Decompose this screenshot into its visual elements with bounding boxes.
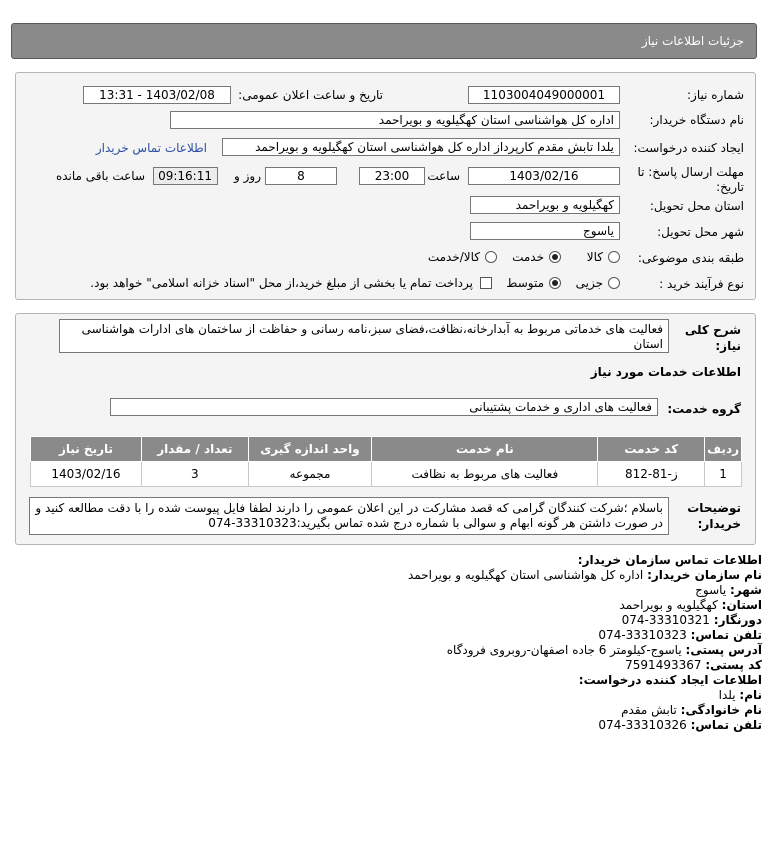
cell-row: 1 (705, 462, 742, 487)
creator-family-label: نام خانوادگی: (680, 703, 762, 717)
treasury-payment-note: پرداخت تمام یا بخشی از مبلغ خرید،از محل "اسناد خزانه اسلامی" خواهد بود. (90, 276, 473, 290)
deadline-label-2: تاریخ: (716, 180, 744, 194)
announce-field: 1403/02/08 - 13:31 (83, 86, 231, 104)
city-label: شهر محل تحویل: (657, 225, 744, 239)
cell-unit: مجموعه (248, 462, 372, 487)
cell-service-name: فعالیت های مربوط به نظافت (372, 462, 598, 487)
need-number-field: 1103004049000001 (468, 86, 620, 104)
process-minor-label: جزیی (575, 276, 603, 290)
description-text: فعالیت های خدماتی مربوط به آبدارخانه،نظافت،فضای سبز،نامه رسانی و حفاظت از ساختمان های ادارات هواشناسی استان (59, 319, 669, 353)
col-quantity: تعداد / مقدار (141, 437, 248, 462)
creator-family: تابش مقدم (621, 703, 677, 717)
remaining-label: ساعت باقی مانده (55, 169, 145, 183)
contact-phone-label: تلفن تماس: (690, 628, 762, 642)
category-goods-service-label: کالا/خدمت (427, 250, 480, 264)
deadline-time-field: 23:00 (359, 167, 425, 185)
cell-service-code: ز-81-812 (598, 462, 705, 487)
contact-address-label: آدرس پستی: (685, 643, 762, 657)
page-header (11, 23, 757, 59)
announce-label: تاریخ و ساعت اعلان عمومی: (238, 88, 383, 102)
creator-info-heading: اطلاعات ایجاد کننده درخواست: (578, 673, 762, 687)
service-group-field: فعالیت های اداری و خدمات پشتیبانی (110, 398, 658, 416)
services-table (30, 436, 742, 487)
col-row: ردیف (705, 437, 742, 462)
creator-name: یلدا (718, 688, 736, 702)
notes-label-2: خریدار: (697, 517, 741, 531)
category-radio-goods-service[interactable] (485, 251, 497, 263)
contact-city: یاسوج (695, 583, 727, 597)
description-panel (15, 313, 756, 545)
need-info-panel (15, 72, 756, 300)
contact-city-label: شهر: (730, 583, 762, 597)
cell-need-date: 1403/02/16 (31, 462, 142, 487)
treasury-payment-checkbox[interactable] (480, 277, 492, 289)
col-service-name: نام خدمت (372, 437, 598, 462)
cell-quantity: 3 (141, 462, 248, 487)
process-radio-minor[interactable] (608, 277, 620, 289)
contact-postal: 7591493367 (625, 658, 702, 672)
remaining-time-field: 09:16:11 (153, 167, 218, 185)
deadline-label: مهلت ارسال پاسخ: تا (637, 165, 744, 179)
creator-field: یلدا تابش مقدم کارپرداز اداره کل هواشناسی استان کهگیلویه و بویراحمد (222, 138, 620, 156)
buyer-org-field: اداره کل هواشناسی استان کهگیلویه و بویراحمد (170, 111, 620, 129)
process-label: نوع فرآیند خرید : (659, 277, 744, 291)
contact-province: کهگیلویه و بویراحمد (619, 598, 718, 612)
notes-label: توضیحات (687, 501, 741, 515)
col-need-date: تاریخ نیاز (31, 437, 142, 462)
table-row (31, 462, 742, 487)
contact-province-label: استان: (721, 598, 762, 612)
contact-address: یاسوج-کیلومتر 6 جاده اصفهان-روبروی فرودگاه (446, 643, 682, 657)
deadline-date-field: 1403/02/16 (468, 167, 620, 185)
creator-label: ایجاد کننده درخواست: (633, 141, 744, 155)
buyer-org-label: نام دستگاه خریدار: (649, 113, 744, 127)
need-number-label: شماره نیاز: (687, 88, 744, 102)
col-service-code: کد خدمت (598, 437, 705, 462)
category-goods-label: کالا (586, 250, 603, 264)
services-heading: اطلاعات خدمات مورد نیاز (590, 365, 741, 379)
col-unit: واحد اندازه گیری (248, 437, 372, 462)
contact-heading: اطلاعات تماس سازمان خریدار: (577, 553, 762, 567)
category-service-label: خدمت (512, 250, 544, 264)
page-title: جزئیات اطلاعات نیاز (641, 34, 744, 48)
description-label-2: نیاز: (715, 339, 741, 353)
city-field: یاسوج (470, 222, 620, 240)
category-label: طبقه بندی موضوعی: (637, 251, 744, 265)
creator-name-label: نام: (739, 688, 762, 702)
province-label: استان محل تحویل: (649, 199, 744, 213)
process-medium-label: متوسط (506, 276, 544, 290)
process-radio-medium[interactable] (549, 277, 561, 289)
days-label: روز و (234, 169, 261, 183)
days-field: 8 (265, 167, 337, 185)
contact-fax: 074-33310321 (621, 613, 710, 627)
creator-phone: 074-33310326 (598, 718, 687, 732)
contact-postal-label: کد پستی: (705, 658, 762, 672)
services-table-header (31, 437, 742, 462)
contact-phone: 074-33310323 (598, 628, 687, 642)
category-radio-service[interactable] (549, 251, 561, 263)
time-label: ساعت (427, 169, 460, 183)
province-field: کهگیلویه و بویراحمد (470, 196, 620, 214)
description-label: شرح کلی (684, 323, 741, 337)
category-radio-goods[interactable] (608, 251, 620, 263)
buyer-contact-link[interactable]: اطلاعات تماس خریدار (95, 141, 207, 155)
creator-phone-label: تلفن تماس: (690, 718, 762, 732)
contact-org-label: نام سازمان خریدار: (647, 568, 762, 582)
buyer-notes-text: باسلام ؛شرکت کنندگان گرامی که قصد مشارکت در این اعلان عمومی را دارند لطفا فایل پیوست شده را با دقت مطالعه کنید و در صورت داشتن هر گونه ابهام و سوالی با شماره درج شده تماس بگیرید:33310323-074 (29, 497, 669, 535)
contact-fax-label: دورنگار: (713, 613, 762, 627)
contact-org: اداره کل هواشناسی استان کهگیلویه و بویراحمد (408, 568, 644, 582)
service-group-label: گروه خدمت: (667, 402, 741, 416)
